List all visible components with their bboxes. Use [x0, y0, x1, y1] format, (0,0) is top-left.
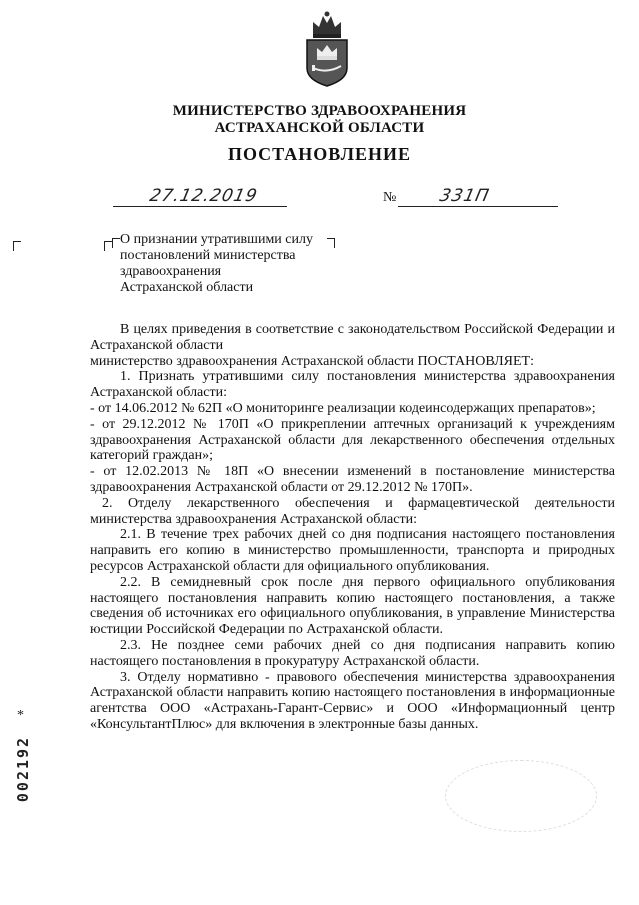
side-serial-number: 002192	[14, 735, 32, 803]
body-paragraph: 2.1. В течение трех рабочих дней со дня подписания настоящего постановления направить его копию в министерство промышленности, транспорта и природных ресурсов Астраханской области для официального опубликования.	[90, 527, 615, 574]
body-paragraph: 2.3. Не позднее семи рабочих дней со дня подписания направить копию настоящего постановления в прокуратуру Астраханской области.	[90, 637, 615, 669]
document-type-title: ПОСТАНОВЛЕНИЕ	[227, 144, 412, 164]
document-number: 331П	[437, 186, 492, 206]
body-paragraph: 2.2. В семидневный срок после дня первого официального опубликования настоящего постановления направить копию настоящего постановления, а также сведения об источниках его официального опубликования, в управление Министерства юстиции Российской Федерации по Астраханской области.	[90, 574, 615, 638]
body-paragraph: - от 12.02.2013 № 18П «О внесении изменений в постановление министерства здравоохранения Астраханской области от 29.12.2012 № 170П».	[90, 464, 615, 495]
body-paragraph: В целях приведения в соответствие с законодательством Российской Федерации и Астраханской области	[90, 322, 615, 353]
subject-corner-left-inner	[112, 238, 120, 248]
number-underline	[398, 206, 558, 207]
subject-line: О признании утратившими силу	[120, 232, 313, 247]
body-paragraph: министерство здравоохранения Астраханской области ПОСТАНОВЛЯЕТ:	[90, 353, 534, 369]
subject-block	[120, 232, 350, 296]
subject-corner-left	[104, 241, 112, 251]
body-paragraph: 3. Отделу нормативно - правового обеспечения министерства здравоохранения Астраханской области направить копию настоящего постановления в информационные агентства ООО «Астрахань-Гарант-Сервис» и ООО «Информационный центр «КонсультантПлюс» для включения в электронные базы данных.	[90, 669, 615, 732]
coat-of-arms-emblem	[301, 10, 353, 88]
faint-stamp	[445, 760, 597, 832]
subject-line: постановлений министерства	[120, 248, 296, 263]
date-underline	[113, 206, 287, 207]
corner-mark-left	[13, 241, 21, 251]
subject-line: Астраханской области	[120, 280, 254, 295]
ministry-name-line2: АСТРАХАНСКОЙ ОБЛАСТИ	[214, 120, 425, 136]
subject-line: здравоохранения	[120, 264, 222, 279]
body-paragraph: - от 14.06.2012 № 62П «О мониторинге реализации кодеинсодержащих препаратов»;	[90, 400, 596, 416]
body-paragraph: 2. Отделу лекарственного обеспечения и фармацевтической деятельности министерства здравоохранения Астраханской области:	[90, 495, 615, 527]
body-paragraph: - от 29.12.2012 № 170П «О прикреплении аптечных организаций к учреждениям здравоохранения Астраханской области для лекарственного обеспечения отдельных категорий граждан»;	[90, 416, 615, 464]
ministry-name-line1: МИНИСТЕРСТВО ЗДРАВООХРАНЕНИЯ	[172, 103, 467, 119]
body-paragraph: 1. Признать утратившими силу постановления министерства здравоохранения Астраханской области:	[90, 369, 615, 401]
document-body	[90, 322, 615, 733]
number-label: №	[383, 190, 397, 205]
side-asterisk: *	[17, 708, 24, 723]
document-date: 27.12.2019	[147, 186, 260, 206]
